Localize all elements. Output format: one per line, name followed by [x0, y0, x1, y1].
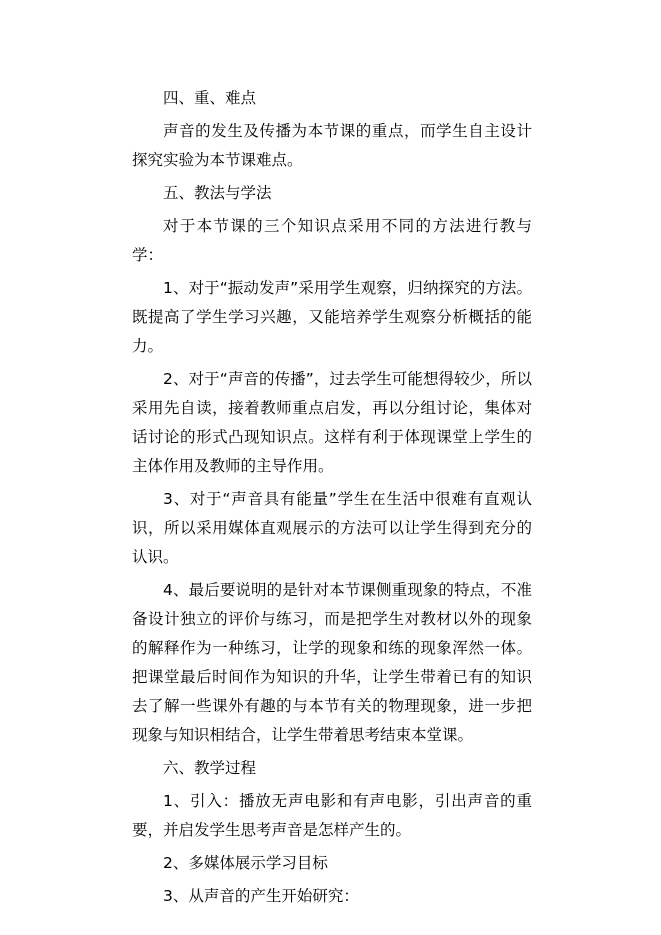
section-heading-process: 六、教学过程: [163, 759, 257, 777]
paragraph-process-2: 2、多媒体展示学习目标: [163, 854, 328, 872]
paragraph-key-points: 声音的发生及传播为本节课的重点，而学生自主设计探究实验为本节课难点。: [132, 122, 532, 169]
paragraph-method-2: 2、对于“声音的传播”，过去学生可能想得较少，所以采用先自读，接着教师重点启发，再以分组讨论，集体对话讨论的形式凸现知识点。这样有利于体现课堂上学生的主体作用及教师的主导作用。: [132, 370, 532, 475]
document-body: [132, 84, 532, 915]
paragraph-methods-intro: 对于本节课的三个知识点采用不同的方法进行教与学：: [132, 217, 532, 264]
paragraph-method-3: 3、对于“声音具有能量”学生在生活中很难有直观认识，所以采用媒体直观展示的方法可以让学生得到充分的认识。: [132, 490, 532, 566]
section-heading-key-points: 四、重、难点: [163, 89, 257, 107]
section-heading-methods: 五、教法与学法: [163, 184, 272, 202]
paragraph-process-3: 3、从声音的产生开始研究：: [163, 887, 359, 905]
paragraph-method-1: 1、对于“振动发声”采用学生观察，归纳探究的方法。既提高了学生学习兴趣，又能培养学生观察分析概括的能力。: [132, 279, 532, 355]
paragraph-method-4: 4、最后要说明的是针对本节课侧重现象的特点，不准备设计独立的评价与练习，而是把学生对教材以外的现象的解释作为一种练习，让学的现象和练的现象浑然一体。把课堂最后时间作为知识的升华，让学生带着已有的知识去了解一些课外有趣的与本节有关的物理现象，进一步把现象与知识相结合，让学生带着思考结束本堂课。: [132, 581, 532, 744]
paragraph-process-1: 1、引入：播放无声电影和有声电影，引出声音的重要，并启发学生思考声音是怎样产生的。: [132, 792, 532, 839]
